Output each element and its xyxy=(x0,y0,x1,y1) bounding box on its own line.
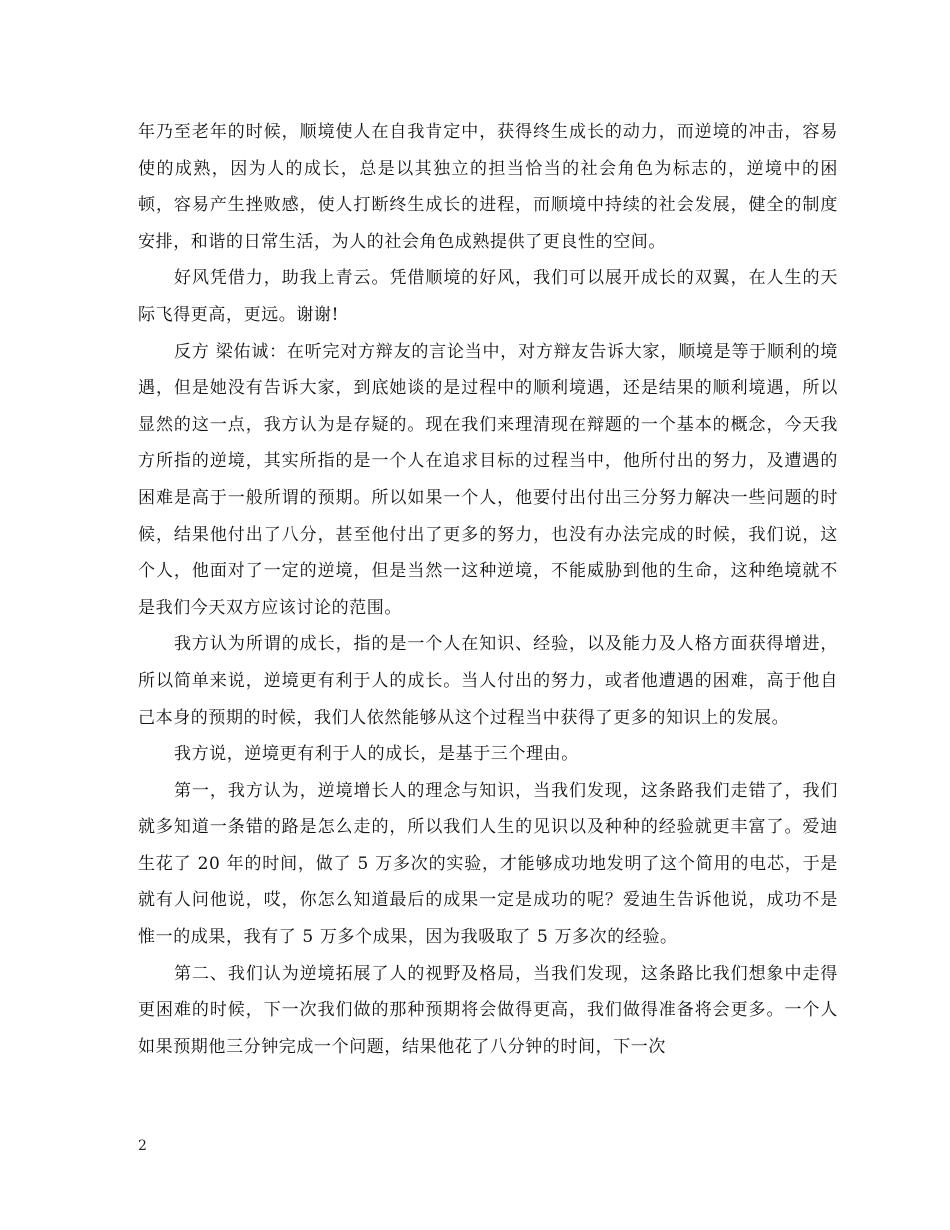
paragraph: 年乃至老年的时候，顺境使人在自我肯定中，获得终生成长的动力，而逆境的冲击，容易使的成熟，因为人的成长，总是以其独立的担当恰当的社会角色为标志的，逆境中的困顿，容易产生挫败感，使人打断终生成长的进程，而顺境中持续的社会发展，健全的制度安排，和谐的日常生活，为人的社会角色成熟提供了更良性的空间。 xyxy=(138,122,838,252)
paragraph: 我方认为所谓的成长，指的是一个人在知识、经验，以及能力及人格方面获得增进，所以简单来说，逆境更有利于人的成长。当人付出的努力，或者他遭遇的困难，高于他自己本身的预期的时候，我们人依然能够从这个过程当中获得了更多的知识上的发展。 xyxy=(138,634,838,728)
paragraph: 反方 梁佑诚：在听完对方辩友的言论当中，对方辩友告诉大家，顺境是等于顺利的境遇，但是她没有告诉大家，到底她谈的是过程中的顺利境遇，还是结果的顺利境遇，所以显然的这一点，我方认为是存疑的。现在我们来理清现在辩题的一个基本的概念，今天我方所指的逆境，其实所指的是一个人在追求目标的过程当中，他所付出的努力，及遭遇的困难是高于一般所谓的预期。所以如果一个人，他要付出付出三分努力解决一些问题的时候，结果他付出了八分，甚至他付出了更多的努力，也没有办法完成的时候，我们说，这个人，他面对了一定的逆境，但是当然一这种逆境，不能威胁到他的生命，这种绝境就不是我们今天双方应该讨论的范围。 xyxy=(138,341,838,618)
page-number: 2 xyxy=(138,1138,147,1154)
paragraph: 我方说，逆境更有利于人的成长，是基于三个理由。 xyxy=(174,744,579,765)
document-body xyxy=(138,114,838,1065)
paragraph: 第二、我们认为逆境拓展了人的视野及格局，当我们发现，这条路比我们想象中走得更困难的时候，下一次我们做的那种预期将会做得更高，我们做得准备将会更多。一个人如果预期他三分钟完成一个问题，结果他花了八分钟的时间，下一次 xyxy=(138,963,838,1057)
paragraph: 好风凭借力，助我上青云。凭借顺境的好风，我们可以展开成长的双翼，在人生的天际飞得更高，更远。谢谢! xyxy=(138,268,838,325)
paragraph: 第一，我方认为，逆境增长人的理念与知识，当我们发现，这条路我们走错了，我们就多知道一条错的路是怎么走的，所以我们人生的见识以及种种的经验就更丰富了。爱迪生花了 20 年的时间，做了 5 万多次的实验，才能够成功地发明了这个简用的电芯，于是就有人问他说，哎，你怎么知道最后的成果一定是成功的呢？爱迪生告诉他说，成功不是惟一的成果，我有了 5 万多个成果，因为我吸取了 5 万多次的经验。 xyxy=(138,780,838,948)
